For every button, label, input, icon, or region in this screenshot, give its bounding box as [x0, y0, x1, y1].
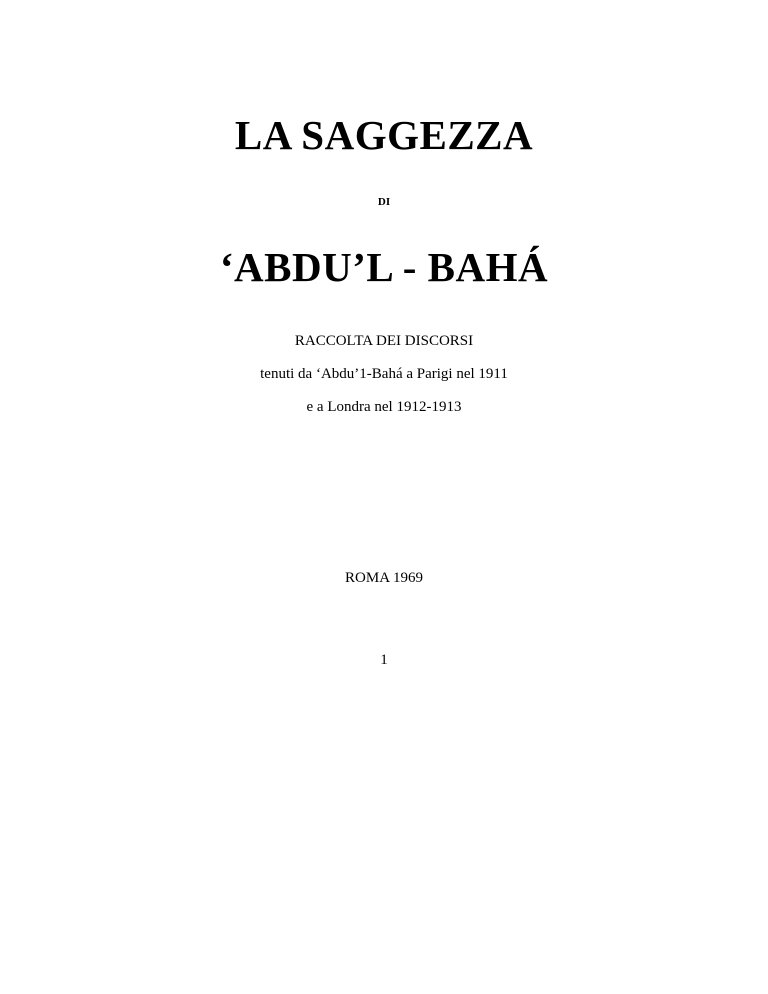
book-author: ‘ABDU’L - BAHÁ — [219, 244, 549, 290]
page-number: 1 — [380, 652, 388, 668]
book-title: LA SAGGEZZA — [234, 112, 534, 158]
subtitle-line: e a Londra nel 1912-1913 — [306, 399, 462, 415]
title-connector: DI — [377, 196, 391, 208]
subtitle-line: tenuti da ‘Abdu’1-Bahá a Parigi nel 1911 — [260, 366, 508, 382]
subtitle-line: RACCOLTA DEI DISCORSI — [294, 333, 474, 349]
place-date: ROMA 1969 — [345, 570, 423, 586]
